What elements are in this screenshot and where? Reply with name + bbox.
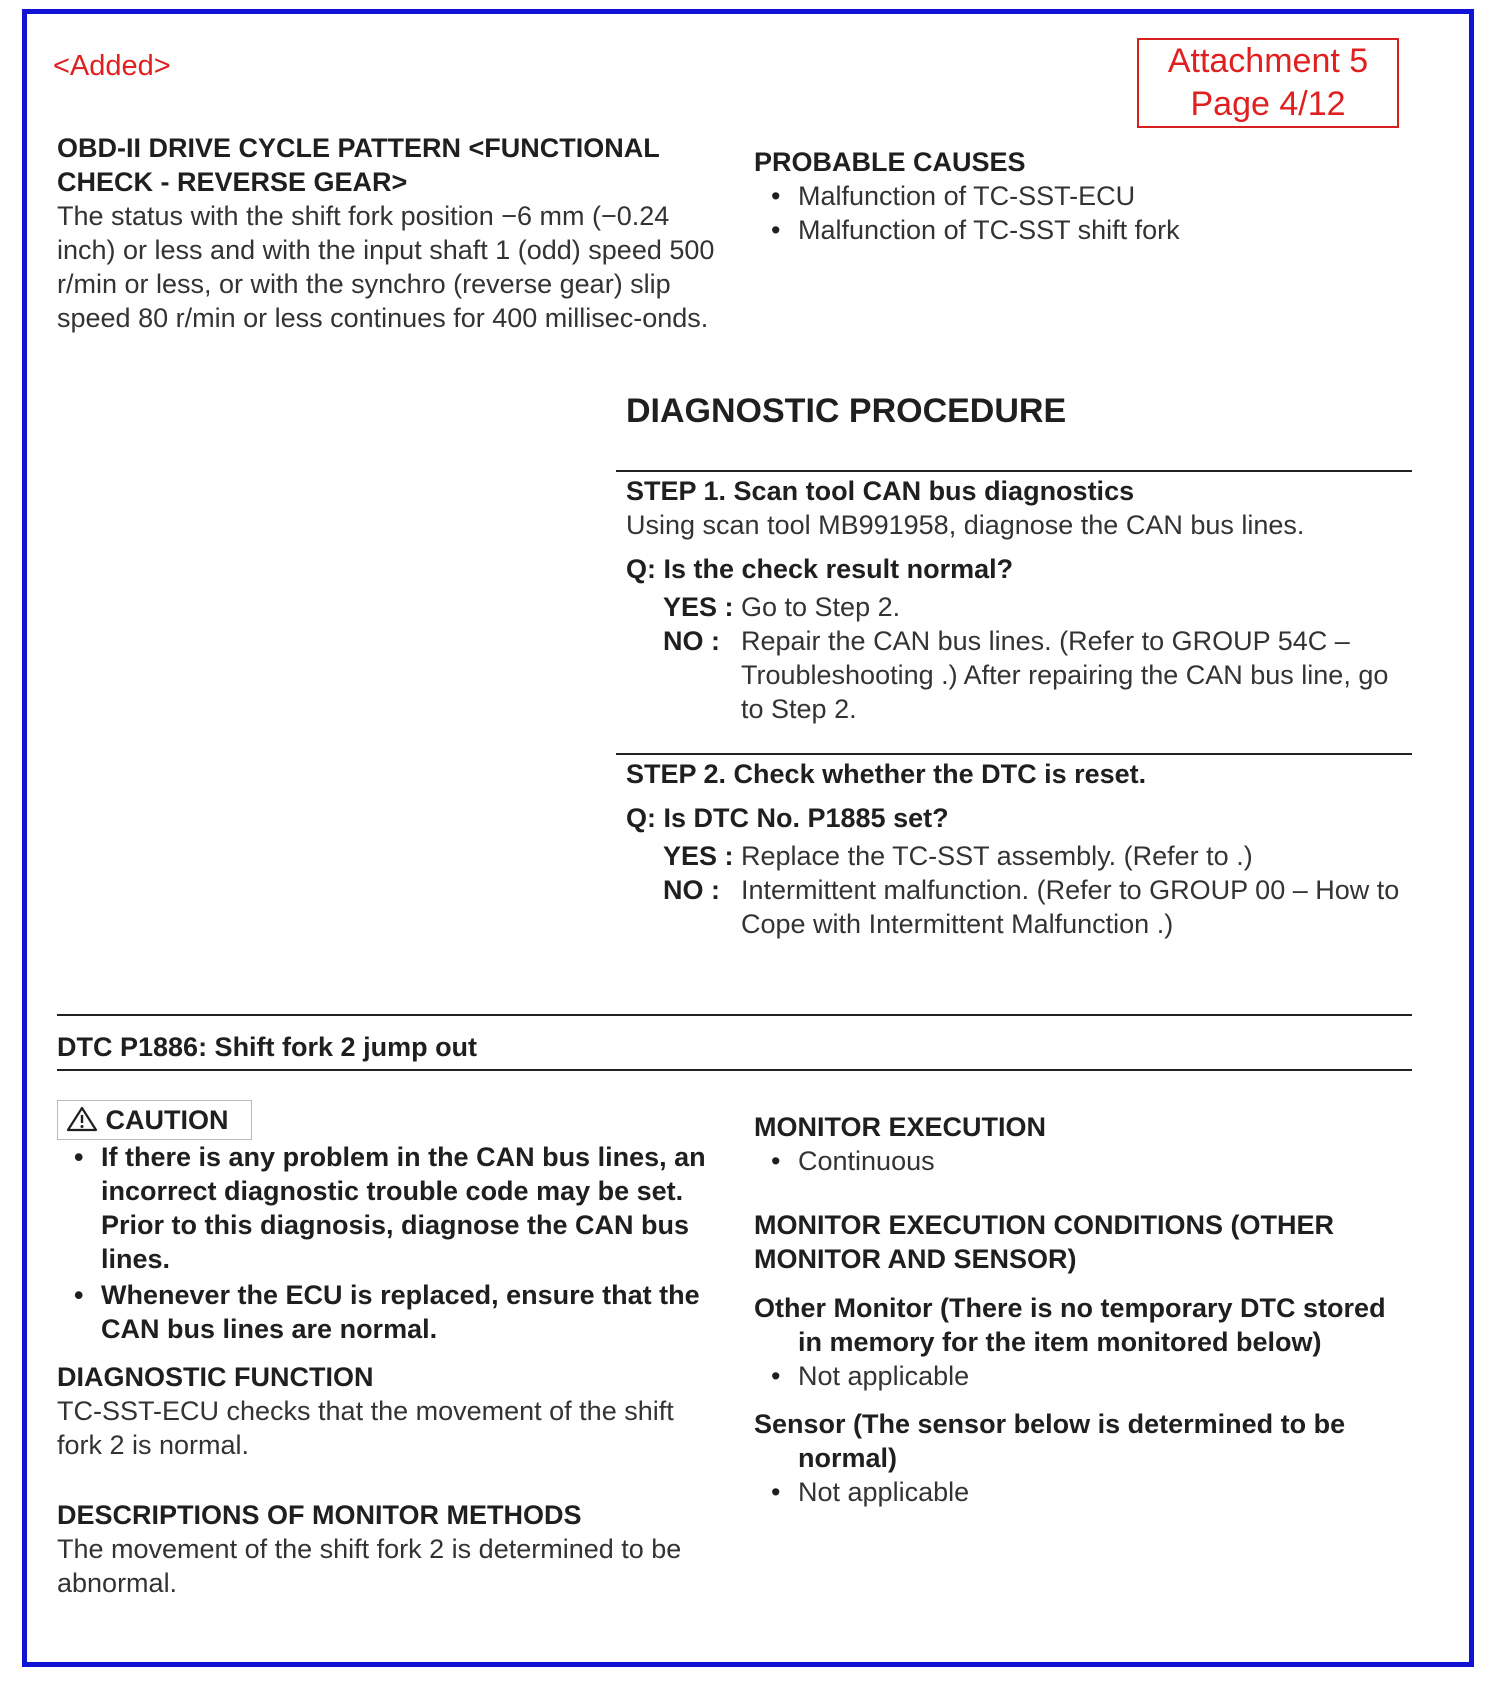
dtc-left-column — [57, 1100, 717, 1600]
drive-cycle-title: OBD-II DRIVE CYCLE PATTERN <FUNCTIONAL CHECK - REVERSE GEAR> — [57, 133, 660, 197]
list-item: • Not applicable — [754, 1475, 1414, 1509]
attachment-number: Attachment 5 — [1167, 42, 1369, 80]
divider — [616, 753, 1412, 755]
conditions-title: MONITOR EXECUTION CONDITIONS (OTHER MONITOR AND SENSOR) — [754, 1210, 1335, 1274]
list-item: • Malfunction of TC-SST shift fork — [754, 213, 1394, 247]
no-text: Repair the CAN bus lines. (Refer to GROUP 54C – Troubleshooting .) After repairing the CAN bus line, go to Step 2. — [741, 626, 1389, 724]
sensor-title: Sensor (The sensor below is determined to be normal) — [754, 1409, 1346, 1473]
step1-question: Q: Is the check result normal? — [626, 554, 1014, 584]
yes-key: YES : — [663, 592, 734, 622]
monitor-methods-text: The movement of the shift fork 2 is determined to be abnormal. — [57, 1534, 682, 1598]
list-item: • Continuous — [754, 1144, 1414, 1178]
diag-function-title: DIAGNOSTIC FUNCTION — [57, 1362, 374, 1392]
probable-causes-section — [754, 145, 1394, 247]
yes-key: YES : — [663, 841, 734, 871]
step2-yes-row — [663, 839, 1406, 873]
no-text: Intermittent malfunction. (Refer to GROUP 00 – How to Cope with Intermittent Malfunction .) — [741, 875, 1400, 939]
probable-causes-list — [754, 179, 1394, 247]
diag-function-text: TC-SST-ECU checks that the movement of the shift fork 2 is normal. — [57, 1396, 674, 1460]
sensor-list — [754, 1475, 1414, 1509]
step1-title: STEP 1. Scan tool CAN bus diagnostics — [626, 476, 1135, 506]
yes-text: Replace the TC-SST assembly. (Refer to .) — [741, 841, 1253, 871]
drive-cycle-text: The status with the shift fork position −6 mm (−0.24 inch) or less and with the input shaft 1 (odd) speed 500 r/min or less, or with the synchro (reverse gear) slip speed 80 r/min or less continues for 400 millisec-onds. — [57, 201, 715, 333]
step2-section — [626, 757, 1406, 941]
caution-header — [57, 1100, 252, 1140]
monitor-methods-title: DESCRIPTIONS OF MONITOR METHODS — [57, 1500, 582, 1530]
step2-no-row — [663, 873, 1406, 941]
divider — [616, 470, 1412, 472]
list-item: • Whenever the ECU is replaced, ensure that the CAN bus lines are normal. — [57, 1278, 717, 1346]
step2-answers — [663, 839, 1406, 941]
divider — [57, 1014, 1412, 1016]
monitor-execution-list — [754, 1144, 1414, 1178]
list-item: • If there is any problem in the CAN bus lines, an incorrect diagnostic trouble code may be set. Prior to this diagnosis, diagnose the CAN bus lines. — [57, 1140, 717, 1276]
no-key: NO : — [663, 626, 720, 656]
yes-text: Go to Step 2. — [741, 592, 901, 622]
drive-cycle-section — [57, 131, 727, 335]
dtc-title: DTC P1886: Shift fork 2 jump out — [57, 1032, 478, 1062]
dtc-right-column — [754, 1110, 1414, 1509]
step1-yes-row — [663, 590, 1406, 624]
caution-list — [57, 1140, 717, 1346]
step1-text: Using scan tool MB991958, diagnose the CAN bus lines. — [626, 510, 1305, 540]
monitor-execution-title: MONITOR EXECUTION — [754, 1112, 1047, 1142]
probable-causes-title: PROBABLE CAUSES — [754, 147, 1026, 177]
step1-answers — [663, 590, 1406, 726]
page-number: Page 4/12 — [1190, 85, 1346, 123]
list-item: • Not applicable — [754, 1359, 1414, 1393]
other-monitor-list — [754, 1359, 1414, 1393]
no-key: NO : — [663, 875, 720, 905]
step2-title: STEP 2. Check whether the DTC is reset. — [626, 759, 1147, 789]
step2-question: Q: Is DTC No. P1885 set? — [626, 803, 949, 833]
warning-triangle-icon — [66, 1106, 98, 1132]
diagnostic-procedure-title: DIAGNOSTIC PROCEDURE — [626, 392, 1067, 430]
caution-label: CAUTION — [105, 1105, 229, 1135]
other-monitor-title: Other Monitor (There is no temporary DTC stored in memory for the item monitored below) — [754, 1293, 1386, 1357]
step1-no-row — [663, 624, 1406, 726]
attachment-box — [1137, 38, 1399, 128]
added-label: <Added> — [53, 50, 171, 82]
list-item: • Malfunction of TC-SST-ECU — [754, 179, 1394, 213]
divider — [57, 1069, 1412, 1071]
step1-section — [626, 474, 1406, 726]
